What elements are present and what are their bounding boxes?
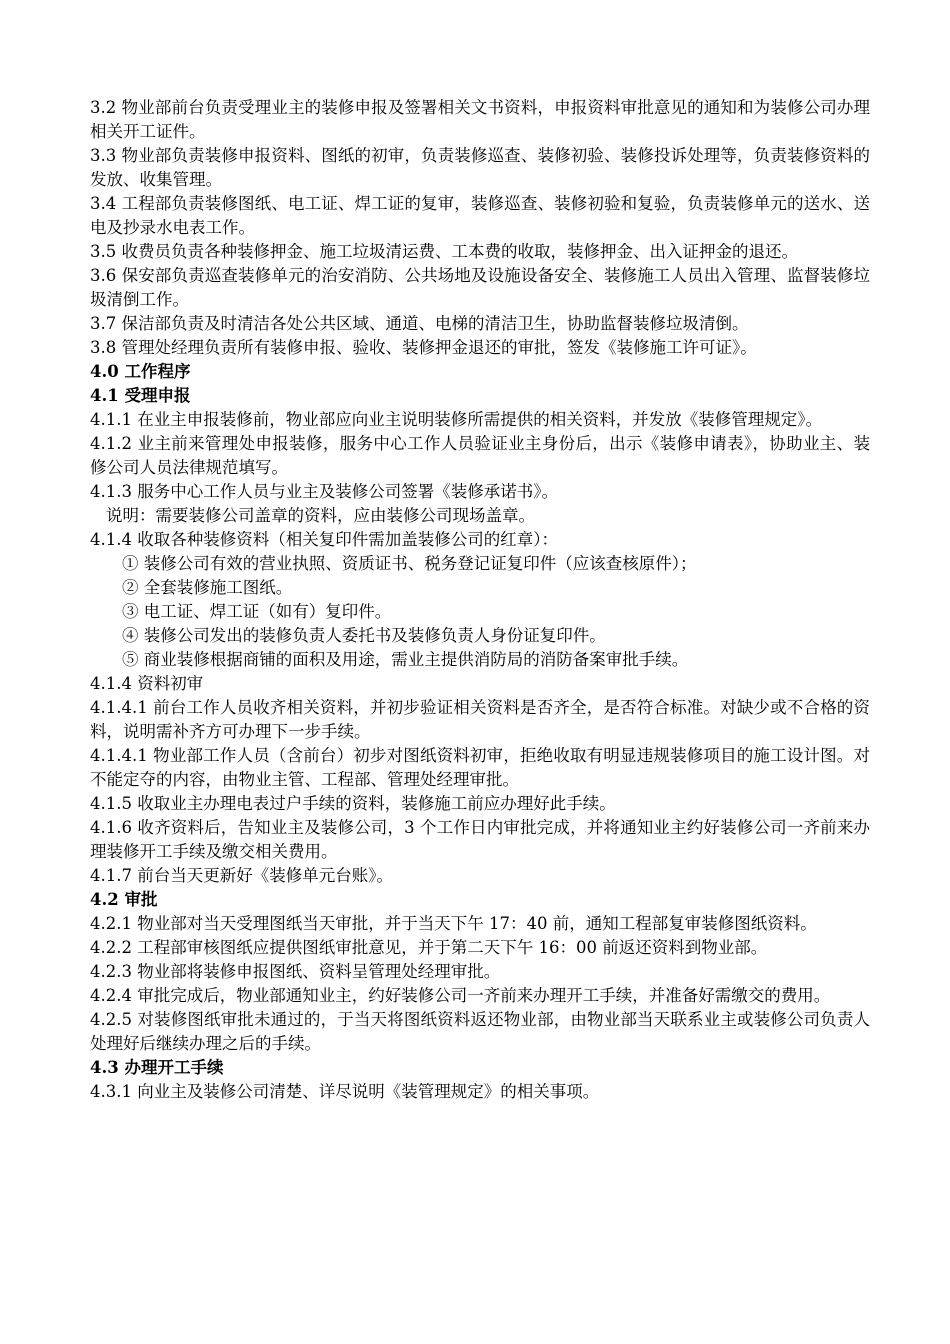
paragraph-4-1-6: 4.1.6 收齐资料后，告知业主及装修公司，3 个工作日内审批完成，并将通知业主约好装修公司一齐前来办理装修开工手续及缴交相关费用。 xyxy=(90,818,870,861)
paragraph-3-7: 3.7 保洁部负责及时清洁各处公共区域、通道、电梯的清洁卫生，协助监督装修垃圾清倒。 xyxy=(90,314,749,333)
paragraph-3-3: 3.3 物业部负责装修申报资料、图纸的初审，负责装修巡查、装修初验、装修投诉处理等，负责装修资料的发放、收集管理。 xyxy=(90,146,870,189)
paragraph-4-2-1: 4.2.1 物业部对当天受理图纸当天审批，并于当天下午 17：40 前，通知工程部复审装修图纸资料。 xyxy=(90,914,817,933)
paragraph-4-1-4-1b: 4.1.4.1 物业部工作人员（含前台）初步对图纸资料初审，拒绝收取有明显违规装修项目的施工设计图。对不能定夺的内容，由物业主管、工程部、管理处经理审批。 xyxy=(90,746,870,789)
paragraph-4-1-4-title: 4.1.4 资料初审 xyxy=(90,674,204,693)
paragraph-4-2-5: 4.2.5 对装修图纸审批未通过的，于当天将图纸资料返还物业部，由物业部当天联系业主或装修公司负责人处理好后继续办理之后的手续。 xyxy=(90,1010,870,1053)
paragraph-4-1-1: 4.1.1 在业主申报装修前，物业部应向业主说明装修所需提供的相关资料，并发放《装修管理规定》。 xyxy=(90,410,822,429)
list-item: ④ 装修公司发出的装修负责人委托书及装修负责人身份证复印件。 xyxy=(122,626,606,645)
paragraph-3-6: 3.6 保安部负责巡查装修单元的治安消防、公共场地及设施设备安全、装修施工人员出入管理、监督装修垃圾清倒工作。 xyxy=(90,266,870,309)
heading-4-2: 4.2 审批 xyxy=(90,890,158,909)
paragraph-3-4: 3.4 工程部负责装修图纸、电工证、焊工证的复审，装修巡查、装修初验和复验，负责装修单元的送水、送电及抄录水电表工作。 xyxy=(90,194,870,237)
paragraph-3-8: 3.8 管理处经理负责所有装修申报、验收、装修押金退还的审批，签发《装修施工许可证》。 xyxy=(90,338,757,357)
paragraph-4-1-2: 4.1.2 业主前来管理处申报装修，服务中心工作人员验证业主身份后，出示《装修申请表》，协助业主、装修公司人员法律规范填写。 xyxy=(90,434,870,477)
note-paragraph: 说明：需要装修公司盖章的资料，应由装修公司现场盖章。 xyxy=(106,506,535,525)
paragraph-4-2-3: 4.2.3 物业部将装修申报图纸、资料呈管理处经理审批。 xyxy=(90,962,501,981)
paragraph-4-2-2: 4.2.2 工程部审核图纸应提供图纸审批意见，并于第二天下午 16：00 前返还资料到物业部。 xyxy=(90,938,768,957)
paragraph-4-1-3: 4.1.3 服务中心工作人员与业主及装修公司签署《装修承诺书》。 xyxy=(90,482,558,501)
list-item: ② 全套装修施工图纸。 xyxy=(122,578,293,597)
paragraph-4-1-5: 4.1.5 收取业主办理电表过户手续的资料，装修施工前应办理好此手续。 xyxy=(90,794,616,813)
heading-4-1: 4.1 受理申报 xyxy=(90,386,191,405)
list-item: ① 装修公司有效的营业执照、资质证书、税务登记证复印件（应该查核原件）； xyxy=(122,554,697,573)
paragraph-4-1-4: 4.1.4 收取各种装修资料（相关复印件需加盖装修公司的红章）： xyxy=(90,530,558,549)
paragraph-3-5: 3.5 收费员负责各种装修押金、施工垃圾清运费、工本费的收取，装修押金、出入证押金的退还。 xyxy=(90,242,798,261)
heading-4-3: 4.3 办理开工手续 xyxy=(90,1058,224,1077)
paragraph-3-2: 3.2 物业部前台负责受理业主的装修申报及签署相关文书资料，申报资料审批意见的通知和为装修公司办理相关开工证件。 xyxy=(90,98,870,141)
list-item: ③ 电工证、焊工证（如有）复印件。 xyxy=(122,602,392,621)
paragraph-4-1-7: 4.1.7 前台当天更新好《装修单元台账》。 xyxy=(90,866,393,885)
paragraph-4-1-4-1a: 4.1.4.1 前台工作人员收齐相关资料，并初步验证相关资料是否齐全，是否符合标准。对缺少或不合格的资料，说明需补齐方可办理下一步手续。 xyxy=(90,698,870,741)
list-item: ⑤ 商业装修根据商铺的面积及用途，需业主提供消防局的消防备案审批手续。 xyxy=(122,650,689,669)
heading-4-0: 4.0 工作程序 xyxy=(90,362,191,381)
paragraph-4-3-1: 4.3.1 向业主及装修公司清楚、详尽说明《装管理规定》的相关事项。 xyxy=(90,1082,600,1101)
paragraph-4-2-4: 4.2.4 审批完成后，物业部通知业主，约好装修公司一齐前来办理开工手续，并准备好需缴交的费用。 xyxy=(90,986,831,1005)
document-page xyxy=(90,96,870,1104)
